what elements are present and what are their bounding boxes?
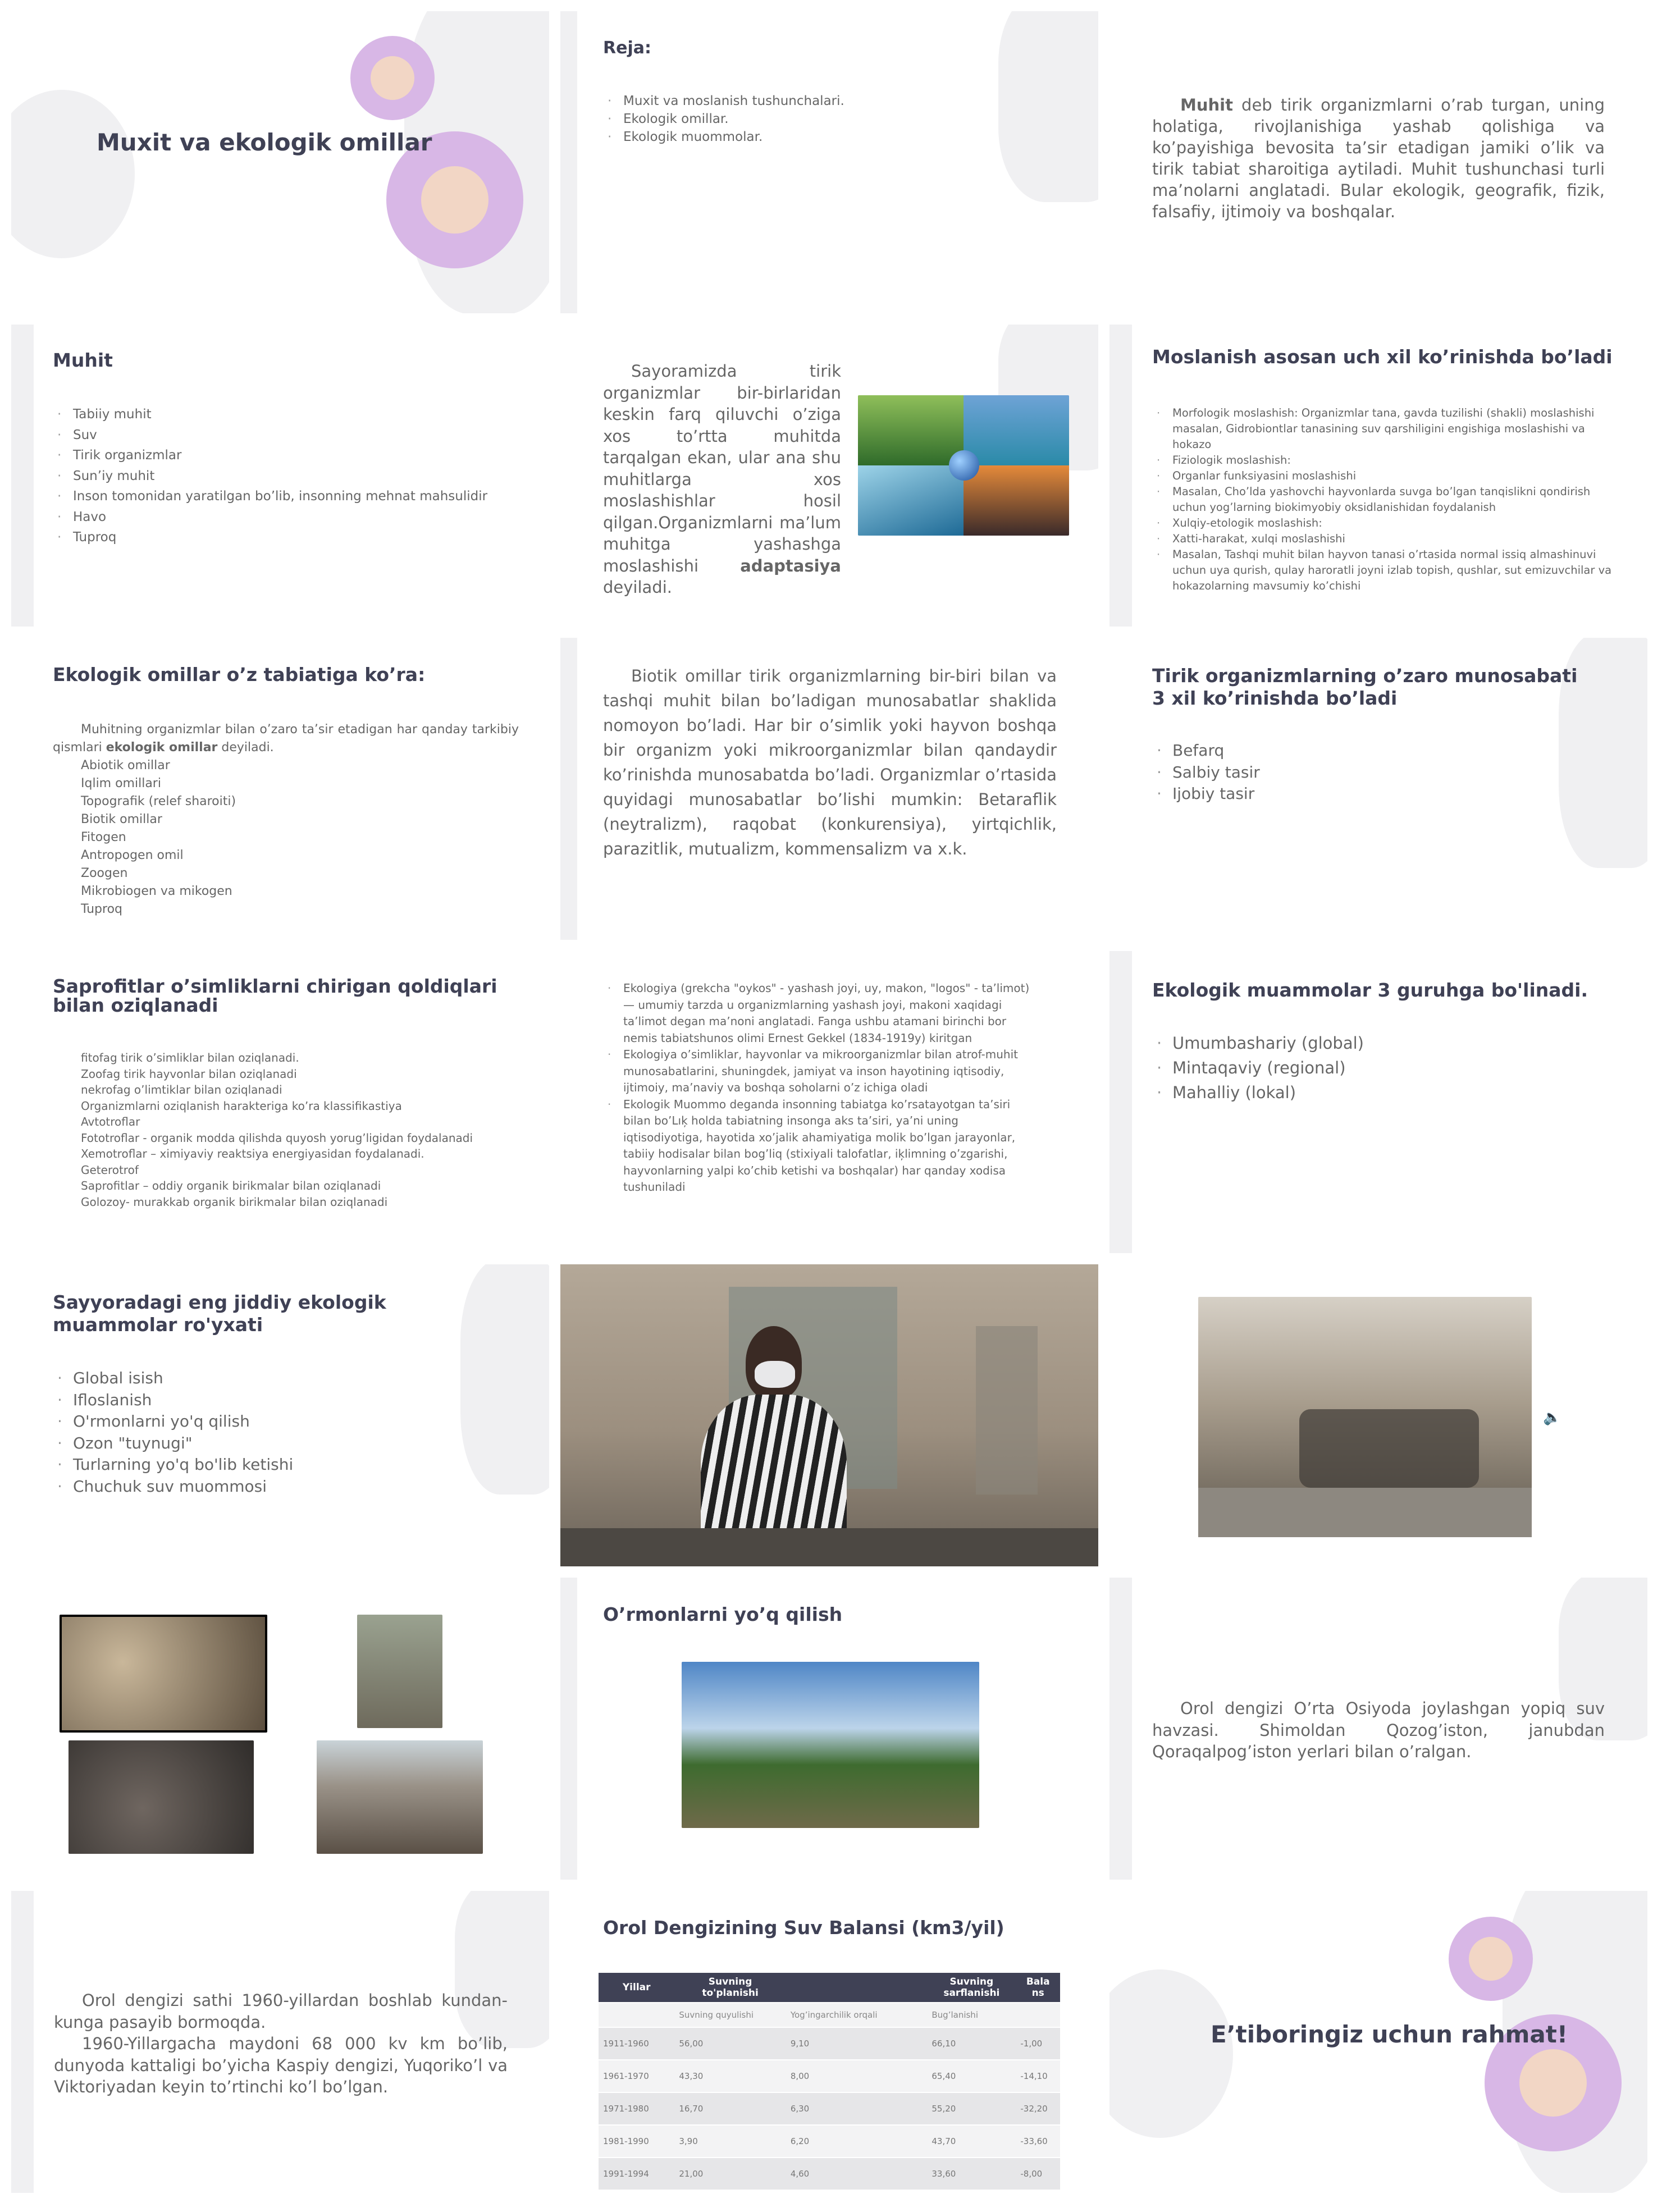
- list-item: · Ekologiya (grekcha "oykos" - yashash joyi, uy, makon, "logos" - ta’limot) — umumiy tarzda u organizmlarning yashash joyi, makoni xaqidagi ta’limot degan ma’noni anglatadi. Fanga ushbu atamani birinchi bor nemis tabiatshunos olimi Ernest Gekkel (1834-1919y) kiritgan: [603, 980, 1041, 1046]
- table-header: [786, 1973, 928, 2003]
- table-header: Suvning sarflanishi: [927, 1973, 1016, 2003]
- table-cell: 55,20: [927, 2092, 1016, 2125]
- slide-title: Orol Dengizining Suv Balansi (km3/yil): [603, 1917, 1004, 1939]
- list-item: · Ekologik omillar.: [603, 110, 844, 128]
- slide-title: Saprofitlar o’simliklarni chirigan qoldiqlari bilan oziqlanadi: [53, 975, 497, 1016]
- slide-title: Moslanish asosan uch xil ko’rinishda bo’ladi: [1152, 346, 1613, 368]
- slide-title: Sayyoradagi eng jiddiy ekologik muammolar ro'yxati: [53, 1291, 386, 1336]
- list-item: · O'rmonlarni yo'q qilish: [53, 1411, 293, 1433]
- bg-blob: [560, 638, 577, 940]
- problems-list: [53, 1368, 293, 1497]
- paragraph-tail: deyiladi.: [603, 578, 672, 597]
- list-item: · Ozon "tuynugi": [53, 1433, 293, 1455]
- bg-blob: [998, 11, 1098, 202]
- lake-image: [964, 395, 1069, 465]
- list-item: · Turlarning yo'q bo'lib ketishi: [53, 1454, 293, 1476]
- list-item: · Ekologiya o’simliklar, hayvonlar va mikroorganizmlar bilan atrof-muhit munosabatlarini, shuningdek, jamiyat va inson hayotining iqtisodiy, ijtimoiy, ma’naviy va boshqa soholarni o’z ichiga oladi: [603, 1046, 1041, 1096]
- cell-nucleus: [1469, 1937, 1513, 1981]
- list-item: Fitogen: [81, 830, 126, 844]
- list-item: · Suv: [53, 425, 487, 446]
- list-item: Iqlim omillari: [81, 776, 161, 790]
- bg-blob: [11, 90, 135, 258]
- table-cell: 1981-1990: [599, 2125, 674, 2158]
- list-item: · Befarq: [1152, 740, 1260, 762]
- table-cell: 8,00: [786, 2060, 928, 2092]
- table-cell: -32,20: [1016, 2092, 1060, 2125]
- nutrition-list: [81, 1050, 473, 1210]
- paragraph-text: Sayoramizda tirik organizmlar bir-birlaridan keskin farq qiluvchi o’ziga xos to’rtta muhitda tarqalgan ekan, ular ana shu muhitlarga xos moslashishlar hosil qilgan.Organizmlarni ma’lum muhitga yashashga moslashishi: [603, 362, 841, 575]
- slide-title: E’tiboringiz uchun rahmat!: [1211, 2021, 1568, 2048]
- table-cell: [599, 2003, 674, 2027]
- table-cell: -14,10: [1016, 2060, 1060, 2092]
- list-item: · Xulqiy-etologik moslashish:: [1152, 515, 1613, 531]
- face-mask: [755, 1361, 795, 1388]
- landfill-photo: [69, 1740, 254, 1854]
- table-row: [599, 2092, 1060, 2125]
- list-item: Antropogen omil: [81, 848, 184, 862]
- bg-blob: [560, 1578, 577, 1880]
- table-cell: [1016, 2003, 1060, 2027]
- paragraph-1: Orol dengizi sathi 1960-yillardan boshlab kundan-kunga pasayib bormoqda.: [54, 1991, 508, 2032]
- slide-12: [1109, 951, 1647, 1253]
- list-item: Avtotroflar: [81, 1115, 140, 1128]
- bg-blob: [560, 11, 577, 313]
- sunset-image: [964, 465, 1069, 536]
- list-item: · Umumbashariy (global): [1152, 1031, 1364, 1055]
- list-item: · Salbiy tasir: [1152, 762, 1260, 784]
- slide-title: Ekologik omillar o’z tabiatiga ko’ra:: [53, 664, 426, 685]
- table-cell: 43,70: [927, 2125, 1016, 2158]
- list-item: · Masalan, Cho’lda yashovchi hayvonlarda suvga bo’lgan tanqislikni qondirish uchun yog’larning biokimyobiy oksidlanishidan foydalanish: [1152, 484, 1613, 515]
- table-row: [599, 2125, 1060, 2158]
- concrete-barrier: [1198, 1488, 1532, 1537]
- paragraph-2: 1960-Yillargacha maydoni 68 000 kv km bo’lib, dunyoda kattaligi bo’yicha Kaspiy dengizi, Yuqoriko’l va Viktoriyadan keyin to’rtinchi ko’l bo’lgan.: [54, 2034, 508, 2096]
- cell-nucleus: [1519, 2049, 1587, 2117]
- table-cell: Bug’lanishi: [927, 2003, 1016, 2027]
- list-item: · Mahalliy (lokal): [1152, 1080, 1364, 1105]
- list-item: Abiotik omillar: [81, 758, 170, 773]
- flood-photo: [1198, 1297, 1532, 1537]
- slide-5: [560, 325, 1098, 627]
- table-cell: -8,00: [1016, 2158, 1060, 2190]
- table-cell: 1911-1960: [599, 2027, 674, 2060]
- table-cell: 1961-1970: [599, 2060, 674, 2092]
- table-row: [599, 2027, 1060, 2060]
- interaction-list: [1152, 740, 1260, 805]
- list-item: · Havo: [53, 507, 487, 528]
- slide-15: [1109, 1264, 1647, 1566]
- table-cell: 56,00: [674, 2027, 786, 2060]
- list-item: · Tabiiy muhit: [53, 404, 487, 425]
- list-item: · Ijobiy tasir: [1152, 783, 1260, 805]
- list-item: Tuproq: [81, 902, 122, 916]
- table-cell: 66,10: [927, 2027, 1016, 2060]
- list-item: · Tirik organizmlar: [53, 445, 487, 466]
- list-item: Topografik (relef sharoiti): [81, 794, 236, 808]
- list-item: · Mintaqaviy (regional): [1152, 1055, 1364, 1080]
- table-cell: 9,10: [786, 2027, 928, 2060]
- table-cell: 1991-1994: [599, 2158, 674, 2190]
- slide-7: [11, 638, 549, 940]
- list-item: · Inson tomonidan yaratilgan bo’lib, insonning mehnat mahsulidir: [53, 486, 487, 507]
- list-item: Mikrobiogen va mikogen: [81, 884, 232, 898]
- slide-title: Tirik organizmlarning o’zaro munosabati 3 xil ko’rinishda bo’ladi: [1152, 665, 1578, 709]
- list-item: · Ekologik muommolar.: [603, 128, 844, 146]
- bg-blob: [1109, 1578, 1132, 1880]
- problem-groups-list: [1152, 1031, 1364, 1105]
- table-header-row: [599, 1973, 1060, 2003]
- intro-paragraph: [53, 721, 519, 757]
- slide-title: Ekologik muammolar 3 guruhga bo'linadi.: [1152, 979, 1588, 1001]
- bg-blob: [11, 1891, 34, 2193]
- bold-term: Muhit: [1180, 95, 1233, 115]
- globe-icon: [949, 450, 979, 481]
- paragraph: [603, 360, 841, 598]
- table-header: Suvning to'planishi: [674, 1973, 786, 2003]
- table-header: Yillar: [599, 1973, 674, 2003]
- list-item: · Chuchuk suv muommosi: [53, 1476, 293, 1498]
- paragraph: Orol dengizi O’rta Osiyoda joylashgan yopiq suv havzasi. Shimoldan Qozog’iston, janubdan Qoraqalpog’iston yerlari bilan o’ralgan.: [1152, 1699, 1605, 1761]
- list-item: Zoogen: [81, 866, 128, 880]
- slide-8: [560, 638, 1098, 940]
- bg-blob: [1109, 951, 1132, 1253]
- slide-1: [11, 11, 549, 313]
- slide-19: [11, 1891, 549, 2193]
- plastic-bottles-photo: [357, 1615, 442, 1728]
- people-on-barrier: [1299, 1409, 1479, 1488]
- bg-blob: [1109, 1969, 1233, 2138]
- list-item: · Fiziologik moslashish:: [1152, 453, 1613, 468]
- list-item: · Xatti-harakat, xulqi moslashishi: [1152, 531, 1613, 547]
- garbage-photo: [60, 1615, 267, 1733]
- table-cell: 6,30: [786, 2092, 928, 2125]
- list-item: fitofag tirik o’simliklar bilan oziqlanadi.: [81, 1051, 299, 1064]
- slide-title: Muhit: [53, 349, 113, 371]
- paragraph: [1152, 94, 1605, 222]
- table-row: [599, 2060, 1060, 2092]
- building-silhouette: [976, 1326, 1038, 1495]
- list-item: Biotik omillar: [81, 812, 162, 826]
- intro-tail: deyiladi.: [217, 741, 274, 755]
- slide-13: [11, 1264, 549, 1566]
- adaptation-list: [1152, 405, 1613, 594]
- table-cell: 3,90: [674, 2125, 786, 2158]
- bold-term: adaptasiya: [740, 556, 841, 575]
- environment-list: [53, 404, 487, 548]
- table-cell: -33,60: [1016, 2125, 1060, 2158]
- slide-9: [1109, 638, 1647, 940]
- bg-blob: [1109, 325, 1132, 627]
- list-item: Golozoy- murakkab organik birikmalar bilan oziqlanadi: [81, 1195, 388, 1209]
- list-item: Geterotrof: [81, 1163, 139, 1177]
- slide-title: O’rmonlarni yo’q qilish: [603, 1603, 843, 1625]
- list-item: · Tuproq: [53, 527, 487, 548]
- table-cell: 21,00: [674, 2158, 786, 2190]
- environments-collage: [858, 395, 1069, 536]
- slide-14: [560, 1264, 1098, 1566]
- forest-image: [858, 395, 964, 465]
- slide-3: [1109, 11, 1647, 313]
- list-item: · Masalan, Tashqi muhit bilan hayvon tanasi o’rtasida normal issiq almashinuvi uchun uya qurish, qulay haroratli joyni izlab topish, qushlar, sut emizuvchilar va hokazolarning mavsumiy ko’chishi: [1152, 547, 1613, 594]
- wave-image: [858, 465, 964, 536]
- table-cell: 65,40: [927, 2060, 1016, 2092]
- list-item: · Sun’iy muhit: [53, 466, 487, 487]
- factor-list: [81, 757, 236, 918]
- slide-6: [1109, 325, 1647, 627]
- slide-16: [11, 1578, 549, 1880]
- list-item: · Ekologik Muommo deganda insonning tabiatga ko’rsatayotgan ta’siri bilan bo’Lıķ holda tabiatning insonga aks ta’siri, ya’ni uning iqtisodiyotiga, hayotida xo’jalik ahamiyatiga molik bo’lgan jarayonlar, tabiiy hodisalar bilan bog’liq (stixiyali talofatlar, iķlimning o’zgarishi, hayvonlarning yalpi ko’chib ketishi va boshqalar) har qanday xodisa tushuniladi: [603, 1096, 1041, 1196]
- list-item: Organizmlarni oziqlanish harakteriga ko’ra klassifikastiya: [81, 1099, 402, 1113]
- list-item: · Ifloslanish: [53, 1390, 293, 1411]
- speaker-icon[interactable]: 🔈: [1543, 1409, 1561, 1426]
- list-item: Zoofag tirik hayvonlar bilan oziqlanadi: [81, 1067, 297, 1081]
- slide-20: [560, 1891, 1098, 2193]
- ecology-definition-list: [603, 980, 1041, 1196]
- bg-blob: [11, 325, 34, 627]
- table-subheader-row: [599, 2003, 1060, 2027]
- table-cell: Suvning quyulishi: [674, 2003, 786, 2027]
- agenda-list: [603, 92, 844, 146]
- list-item: · Global isish: [53, 1368, 293, 1390]
- paragraph: Biotik omillar tirik organizmlarning bir-biri bilan va tashqi muhit bilan bo’ladigan munosabatlar shaklida nomoyon bo’ladi. Har bir o’simlik yoki hayvon boshqa bir organizm yoki mikroorganizmlar bilan qandaydir ko’rinishda munosabatda bo’ladi. Organizmlar o’rtasida quyidagi munosabatlar bo’lishi mumkin: Betaraflik (neytralizm), raqobat (konkurensiya), yirtqichlik, parazitlik, mutualizm, kommensalizm va x.k.: [603, 666, 1057, 858]
- table-cell: Yog’ingarchilik orqali: [786, 2003, 928, 2027]
- table-cell: 6,20: [786, 2125, 928, 2158]
- table-cell: 4,60: [786, 2158, 928, 2190]
- slide-10: [11, 951, 549, 1253]
- water-balance-table: [599, 1973, 1060, 2190]
- deforestation-photo: [682, 1662, 979, 1828]
- table-cell: -1,00: [1016, 2027, 1060, 2060]
- list-item: · Muxit va moslanish tushunchalari.: [603, 92, 844, 110]
- list-item: · Morfologik moslashish: Organizmlar tana, gavda tuzilishi (shakli) moslashishi masalan, Gidrobiontlar tanasining suv qarshiligini engishiga moslashishi va hokazo: [1152, 405, 1613, 453]
- table-cell: 1971-1980: [599, 2092, 674, 2125]
- list-item: nekrofag o’limtiklar bilan oziqlanadi: [81, 1083, 282, 1096]
- cell-nucleus: [421, 166, 488, 234]
- slide-17: [560, 1578, 1098, 1880]
- slide-2: [560, 11, 1098, 313]
- table-cell: 43,30: [674, 2060, 786, 2092]
- list-item: · Organlar funksiyasini moslashishi: [1152, 468, 1613, 484]
- slide-18: [1109, 1578, 1647, 1880]
- table-cell: 33,60: [927, 2158, 1016, 2190]
- street: [560, 1528, 1098, 1566]
- slide-4: [11, 325, 549, 627]
- paragraph: [54, 1990, 508, 2098]
- intro-text: Muhitning organizmlar bilan o’zaro ta’sir etadigan har qanday tarkibiy qismlari: [53, 723, 519, 755]
- slide-title: Reja:: [603, 38, 651, 58]
- list-item: Fototroflar - organik modda qilishda quyosh yorug’ligidan foydalanadi: [81, 1131, 473, 1145]
- slide-11: [560, 951, 1098, 1253]
- table-row: [599, 2158, 1060, 2190]
- paragraph-text: deb tirik organizmlarni o’rab turgan, uning holatiga, rivojlanishiga yashab qolishiga va ko’payishiga bevosita ta’sir etadigan jamiki o’lik va tirik tabiat sharoitiga aytiladi. Muhit tushunchasi turli ma’nolarni anglatadi. Bular ekologik, geografik, fizik, falsafiy, ijtimoiy va boshqalar.: [1152, 95, 1605, 221]
- polluted-beach-photo: [317, 1740, 483, 1854]
- slide-21: [1109, 1891, 1647, 2193]
- table-cell: 16,70: [674, 2092, 786, 2125]
- slide-title: Muxit va ekologik omillar: [97, 129, 432, 156]
- cell-nucleus: [371, 56, 414, 100]
- list-item: Xemotroflar – ximiyaviy reaktsiya energiyasidan foydalanadi.: [81, 1147, 424, 1160]
- bold-term: ekologik omillar: [106, 741, 218, 755]
- table-header: Bala ns: [1016, 1973, 1060, 2003]
- list-item: Saprofitlar – oddiy organik birikmalar bilan oziqlanadi: [81, 1179, 381, 1192]
